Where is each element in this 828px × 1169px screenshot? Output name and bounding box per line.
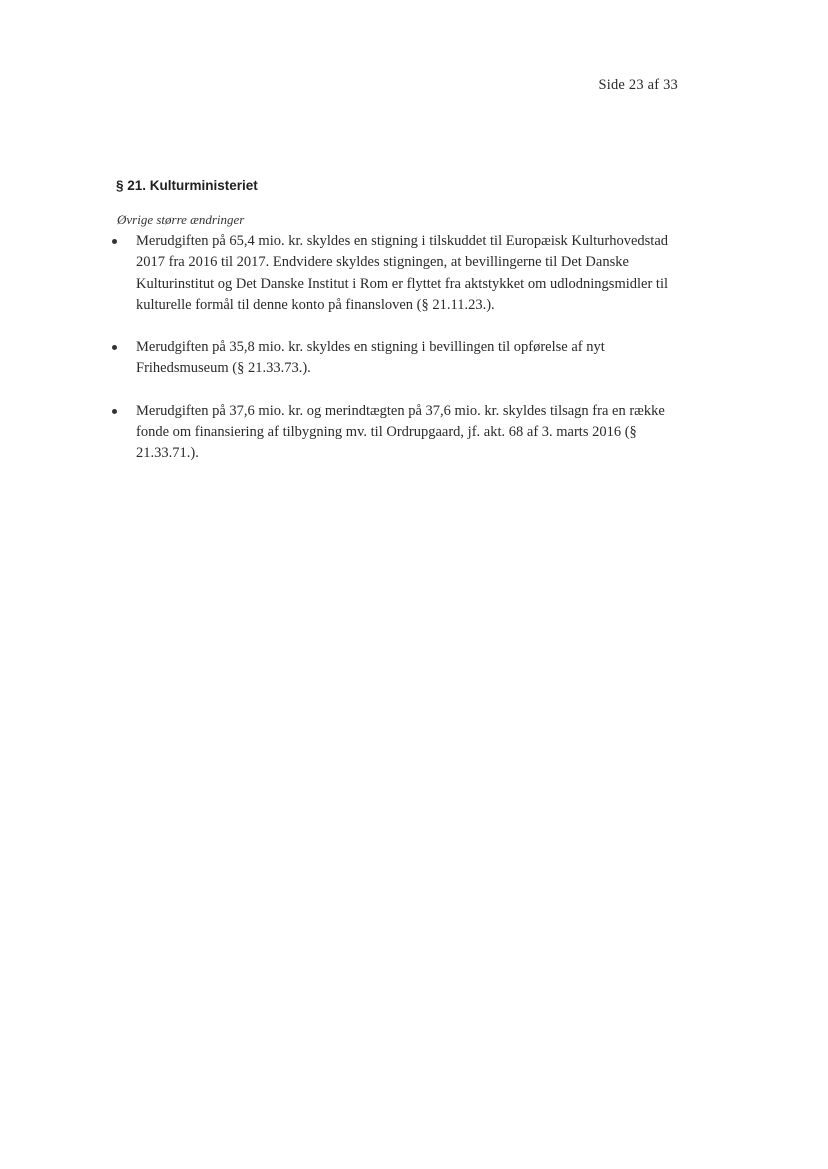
list-item — [112, 231, 678, 316]
subheading: Øvrige større ændringer — [117, 212, 245, 227]
list-item-text: Merudgiften på 65,4 mio. kr. skyldes en stigning i tilskuddet til Europæisk Kulturhovedstad 2017 fra 2016 til 2017. Endvidere skyldes stigningen, at bevillingerne til Det Danske Kulturinstitut og Det Danske Institut i Rom er flyttet fra aktstykket om udlodningsmidler til kulturelle formål til denne konto på finansloven (§ 21.11.23.). — [136, 233, 669, 313]
bullet-list — [112, 231, 678, 486]
bullet-icon — [112, 409, 117, 414]
list-item-text: Merudgiften på 35,8 mio. kr. skyldes en stigning i bevillingen til opførelse af nyt Frihedsmuseum (§ 21.33.73.). — [136, 339, 605, 377]
bullet-icon — [112, 345, 117, 350]
section-heading: § 21. Kulturministeriet — [116, 178, 258, 193]
page-number: Side 23 af 33 — [598, 77, 678, 93]
list-item — [112, 401, 678, 465]
list-item — [112, 337, 678, 380]
bullet-icon — [112, 239, 117, 244]
list-item-text: Merudgiften på 37,6 mio. kr. og merindtægten på 37,6 mio. kr. skyldes tilsagn fra en række fonde om finansiering af tilbygning mv. til Ordrupgaard, jf. akt. 68 af 3. marts 2016 (§ 21.33.71.). — [136, 402, 665, 462]
